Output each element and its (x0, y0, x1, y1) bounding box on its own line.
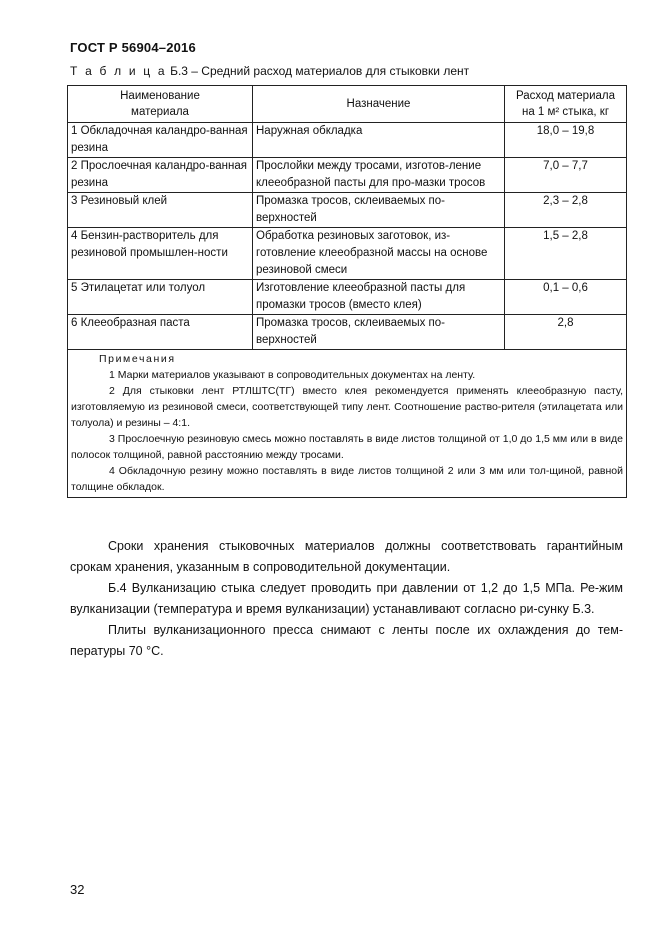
purpose-cell: Изготовление клееобразной пасты для промазки тросов (вместо клея) (253, 280, 505, 315)
consumption-cell: 18,0 – 19,8 (505, 123, 627, 158)
table-row (68, 280, 627, 315)
note-item: 4 Обкладочную резину можно поставлять в виде листов толщиной 2 или 3 мм или тол-щиной, равной толщине обкладок. (71, 465, 623, 493)
purpose-cell: Обработка резиновых заготовок, из-готовление клееобразной массы на основе резиновой смеси (253, 228, 505, 280)
material-name-cell: 6 Клееобразная паста (68, 315, 253, 350)
header-consumption (505, 86, 627, 123)
purpose-cell: Промазка тросов, склеиваемых по-верхностей (253, 315, 505, 350)
consumption-cell: 2,3 – 2,8 (505, 193, 627, 228)
notes-title: Примечания (99, 353, 176, 365)
table-row (68, 158, 627, 193)
table-caption (70, 64, 469, 78)
header-material-name-line1: Наименование (120, 90, 200, 102)
header-purpose: Назначение (253, 86, 505, 123)
consumption-cell: 1,5 – 2,8 (505, 228, 627, 280)
material-name-cell: 5 Этилацетат или толуол (68, 280, 253, 315)
table-caption-prefix: Т а б л и ц а (70, 64, 167, 78)
page-number: 32 (70, 882, 85, 897)
consumption-cell: 0,1 – 0,6 (505, 280, 627, 315)
table-row (68, 123, 627, 158)
materials-table (67, 85, 627, 498)
table-caption-title: Б.3 – Средний расход материалов для стыковки лент (166, 64, 470, 78)
body-paragraph: Плиты вулканизационного пресса снимают с ленты после их охлаждения до тем-пературы 70 °С. (70, 623, 623, 658)
document-code: ГОСТ Р 56904–2016 (70, 40, 196, 55)
material-name-cell: 3 Резиновый клей (68, 193, 253, 228)
body-text (70, 536, 623, 662)
purpose-cell: Прослойки между тросами, изготов-ление клееобразной пасты для про-мазки тросов (253, 158, 505, 193)
table-row (68, 228, 627, 280)
body-paragraph: Сроки хранения стыковочных материалов должны соответствовать гарантийным срокам хранения, указанным в сопроводительной документации. (70, 539, 623, 574)
material-name-cell: 4 Бензин-растворитель для резиновой промышлен-ности (68, 228, 253, 280)
header-consumption-line1: Расход материала (515, 90, 615, 102)
table-notes (68, 350, 627, 498)
table-notes-row (68, 350, 627, 498)
consumption-cell: 2,8 (505, 315, 627, 350)
material-name-cell: 1 Обкладочная каландро-ванная резина (68, 123, 253, 158)
note-item: 2 Для стыковки лент РТЛШТС(ТГ) вместо клея рекомендуется применять клееобразную пасту, изготовляемую из резиновой смеси, соответствующей типу лент. Соотношение раство-рителя (этилацетата или толуола) и резины – 4:1. (71, 385, 623, 429)
purpose-cell: Наружная обкладка (253, 123, 505, 158)
table-row (68, 315, 627, 350)
header-consumption-line2: на 1 м² стыка, кг (521, 106, 610, 118)
table-header-row (68, 86, 627, 123)
material-name-cell: 2 Прослоечная каландро-ванная резина (68, 158, 253, 193)
header-material-name (68, 86, 253, 123)
note-item: 1 Марки материалов указывают в сопроводительных документах на ленту. (109, 369, 476, 381)
header-material-name-line2: материала (131, 106, 189, 118)
body-paragraph: Б.4 Вулканизацию стыка следует проводить при давлении от 1,2 до 1,5 МПа. Ре-жим вулканизации (температура и время вулканизации) устанавливают согласно ри-сунку Б.3. (70, 581, 623, 616)
table-row (68, 193, 627, 228)
purpose-cell: Промазка тросов, склеиваемых по-верхностей (253, 193, 505, 228)
consumption-cell: 7,0 – 7,7 (505, 158, 627, 193)
note-item: 3 Прослоечную резиновую смесь можно поставлять в виде листов толщиной от 1,0 до 1,5 мм или в виде полосок толщиной, равной расстоянию между тросами. (71, 433, 623, 461)
